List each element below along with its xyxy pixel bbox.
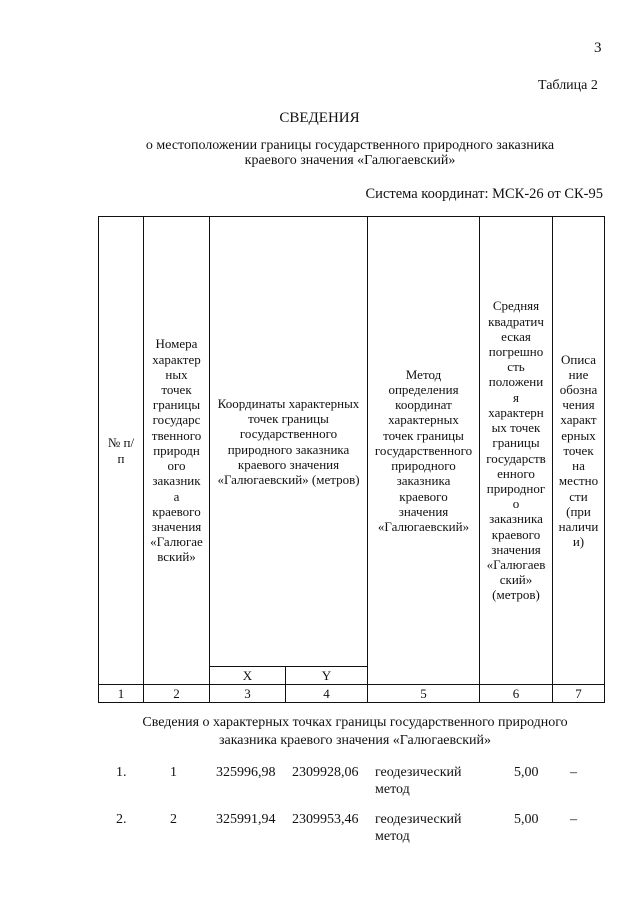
- header-col-number: № п/п: [99, 217, 144, 685]
- row-y: 2309953,46: [292, 812, 359, 827]
- header-table: [98, 216, 605, 703]
- table-label: Таблица 2: [538, 78, 598, 93]
- row-method: [375, 764, 475, 798]
- table-row: [0, 811, 639, 851]
- column-number-3: 3: [210, 685, 286, 703]
- row-description: –: [570, 812, 577, 827]
- row-method-line-2: метод: [375, 782, 410, 797]
- header-col-description: Описание обозначения характерных точек на местности (при наличии): [553, 217, 605, 685]
- subtitle-line-1: о местоположении границы государственного природного заказника: [145, 138, 555, 153]
- row-point: 2: [170, 812, 177, 827]
- row-y: 2309928,06: [292, 765, 359, 780]
- row-x: 325996,98: [216, 765, 276, 780]
- column-number-5: 5: [368, 685, 480, 703]
- header-col-error: Средняя квадратическая погрешность положения характерных точек границы государственного природного заказника краевого значения «Галюгаевский» (метров): [480, 217, 553, 685]
- column-number-4: 4: [286, 685, 368, 703]
- row-description: –: [570, 765, 577, 780]
- column-number-6: 6: [480, 685, 553, 703]
- header-col-y: Y: [286, 667, 368, 685]
- page-number: 3: [594, 40, 602, 56]
- header-col-point-numbers: Номера характерных точек границы государственного природного заказника краевого значения «Галюгаевский»: [144, 217, 210, 685]
- row-method-line-1: геодезический: [375, 765, 462, 780]
- section-title-line-1: Сведения о характерных точках границы государственного природного: [142, 715, 568, 730]
- row-number: 1.: [116, 765, 127, 780]
- row-method-line-1: геодезический: [375, 812, 462, 827]
- section-title: [110, 714, 600, 750]
- table-row: [0, 764, 639, 804]
- coordinate-system: Система координат: МСК-26 от СК-95: [365, 186, 603, 202]
- document-subtitle: [110, 138, 590, 168]
- section-title-line-2: заказника краевого значения «Галюгаевский»: [218, 733, 492, 748]
- row-method: [375, 811, 475, 845]
- column-number-7: 7: [553, 685, 605, 703]
- row-x: 325991,94: [216, 812, 276, 827]
- subtitle-line-2: краевого значения «Галюгаевский»: [244, 153, 456, 168]
- column-number-2: 2: [144, 685, 210, 703]
- header-col-coordinates: Координаты характерных точек границы государственного природного заказника краевого значения «Галюгаевский» (метров): [210, 217, 368, 667]
- row-error: 5,00: [514, 765, 539, 780]
- row-error: 5,00: [514, 812, 539, 827]
- row-number: 2.: [116, 812, 127, 827]
- row-method-line-2: метод: [375, 829, 410, 844]
- column-number-1: 1: [99, 685, 144, 703]
- row-point: 1: [170, 765, 177, 780]
- header-col-x: X: [210, 667, 286, 685]
- header-col-method: Метод определения координат характерных точек границы государственного природного заказника краевого значения «Галюгаевский»: [368, 217, 480, 685]
- document-title: СВЕДЕНИЯ: [279, 110, 360, 126]
